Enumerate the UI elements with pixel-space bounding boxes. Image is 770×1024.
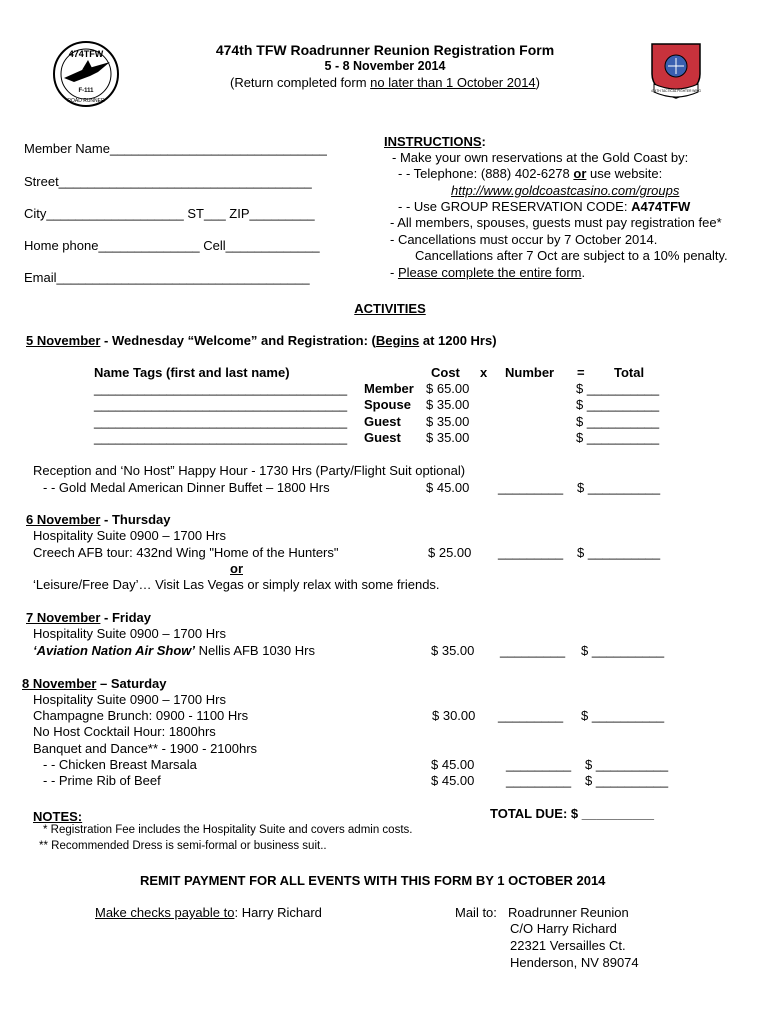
buffet-total-field[interactable]: $ __________	[577, 480, 661, 495]
guest-cost: $ 35.00	[426, 414, 470, 429]
nov5-heading: 5 November - Wednesday “Welcome” and Registration: (Begins at 1200 Hrs)	[26, 333, 497, 348]
spouse-cost: $ 35.00	[426, 397, 470, 412]
name-tag-field[interactable]: ___________________________________	[94, 397, 348, 412]
brunch-number-field[interactable]: _________	[498, 708, 564, 723]
number-header: Number	[505, 365, 555, 380]
member-label: Member	[364, 381, 414, 396]
member-total-field[interactable]: $ __________	[576, 381, 660, 396]
svg-text:F-111: F-111	[78, 88, 94, 94]
prime-rib-cost: $ 45.00	[431, 773, 475, 788]
member-cost: $ 65.00	[426, 381, 470, 396]
prime-rib-line: - - Prime Rib of Beef	[43, 773, 161, 788]
guest-label: Guest	[364, 430, 401, 445]
member-name-field[interactable]: Member Name______________________________	[24, 141, 327, 156]
nov8-hospitality: Hospitality Suite 0900 – 1700 Hrs	[33, 692, 226, 707]
name-tag-field[interactable]: ___________________________________	[94, 430, 348, 445]
instructions-line5: - All members, spouses, guests must pay registration fee*	[390, 215, 722, 230]
airshow-line: ‘Aviation Nation Air Show’ Nellis AFB 1030 Hrs	[33, 643, 315, 658]
nov6-heading: 6 November - Thursday	[26, 512, 171, 527]
guest-cost: $ 35.00	[426, 430, 470, 445]
nov6-hospitality: Hospitality Suite 0900 – 1700 Hrs	[33, 528, 226, 543]
creech-total-field[interactable]: $ __________	[577, 545, 661, 560]
spouse-total-field[interactable]: $ __________	[576, 397, 660, 412]
notes-heading: NOTES:	[33, 809, 83, 824]
return-deadline-line: (Return completed form no later than 1 October 2014)	[229, 75, 541, 90]
remit-payment-notice: REMIT PAYMENT FOR ALL EVENTS WITH THIS FORM BY 1 OCTOBER 2014	[140, 873, 606, 888]
airshow-cost: $ 35.00	[431, 643, 475, 658]
instructions-line2: - - Telephone: (888) 402-6278 or use website:	[398, 166, 663, 181]
instructions-heading: INSTRUCTIONS:	[384, 134, 486, 149]
svg-text:474TH TACTICAL FIGHTER WING: 474TH TACTICAL FIGHTER WING	[651, 89, 701, 93]
total-due-field[interactable]: TOTAL DUE: $ __________	[490, 806, 655, 821]
chicken-number-field[interactable]: _________	[506, 757, 572, 772]
reception-line: Reception and ‘No Host” Happy Hour - 1730 Hrs (Party/Flight Suit optional)	[33, 463, 466, 478]
nov7-heading: 7 November - Friday	[26, 610, 151, 625]
leisure-line: ‘Leisure/Free Day’… Visit Las Vegas or simply relax with some friends.	[33, 577, 440, 592]
equals-header: =	[577, 365, 585, 380]
chicken-total-field[interactable]: $ __________	[585, 757, 669, 772]
creech-number-field[interactable]: _________	[498, 545, 564, 560]
cost-header: Cost	[431, 365, 460, 380]
instructions-line4: - - Use GROUP RESERVATION CODE: A474TFW	[398, 199, 691, 214]
x-header: x	[480, 365, 488, 380]
instructions-line6: - Cancellations must occur by 7 October 2014.	[390, 232, 658, 247]
buffet-number-field[interactable]: _________	[498, 480, 564, 495]
prime-rib-number-field[interactable]: _________	[506, 773, 572, 788]
prime-rib-total-field[interactable]: $ __________	[585, 773, 669, 788]
nov7-hospitality: Hospitality Suite 0900 – 1700 Hrs	[33, 626, 226, 641]
chicken-cost: $ 45.00	[431, 757, 475, 772]
mail-address-line: C/O Harry Richard	[510, 921, 617, 936]
spouse-label: Spouse	[364, 397, 411, 412]
chicken-line: - - Chicken Breast Marsala	[43, 757, 197, 772]
name-tags-header: Name Tags (first and last name)	[94, 365, 290, 380]
city-state-zip-field[interactable]: City___________________ ST___ ZIP_________	[24, 206, 315, 221]
mail-address-line: 22321 Versailles Ct.	[510, 938, 626, 953]
note-dress-code: ** Recommended Dress is semi-formal or business suit..	[39, 840, 327, 852]
brunch-line: Champagne Brunch: 0900 - 1100 Hrs	[33, 708, 249, 723]
instructions-line1: - Make your own reservations at the Gold Coast by:	[392, 150, 689, 165]
note-registration-fee: * Registration Fee includes the Hospitality Suite and covers admin costs.	[43, 824, 413, 836]
phone-field[interactable]: Home phone______________ Cell_____________	[24, 238, 320, 253]
street-field[interactable]: Street___________________________________	[24, 174, 312, 189]
svg-text:ROAD RUNNER: ROAD RUNNER	[67, 98, 105, 104]
airshow-number-field[interactable]: _________	[500, 643, 566, 658]
checks-payable-line: Make checks payable to: Harry Richard	[95, 905, 322, 920]
cocktail-line: No Host Cocktail Hour: 1800hrs	[33, 724, 216, 739]
guest-total-field[interactable]: $ __________	[576, 414, 660, 429]
instructions-line8: - Please complete the entire form.	[390, 265, 586, 280]
buffet-cost: $ 45.00	[426, 480, 470, 495]
mail-to-label: Mail to:	[455, 905, 497, 920]
buffet-line: - - Gold Medal American Dinner Buffet – 1800 Hrs	[43, 480, 330, 495]
event-dates: 5 - 8 November 2014	[324, 59, 446, 73]
banquet-line: Banquet and Dance** - 1900 - 2100hrs	[33, 741, 258, 756]
instructions-line7: Cancellations after 7 Oct are subject to a 10% penalty.	[415, 248, 728, 263]
or-label: or	[230, 561, 243, 576]
guest-total-field[interactable]: $ __________	[576, 430, 660, 445]
creech-tour-line: Creech AFB tour: 432nd Wing "Home of the Hunters"	[33, 545, 339, 560]
svg-text:474TFW: 474TFW	[68, 49, 104, 59]
brunch-total-field[interactable]: $ __________	[581, 708, 665, 723]
name-tag-field[interactable]: ___________________________________	[94, 381, 348, 396]
guest-label: Guest	[364, 414, 401, 429]
form-title: 474th TFW Roadrunner Reunion Registration Form	[215, 42, 555, 58]
email-field[interactable]: Email___________________________________	[24, 270, 310, 285]
activities-heading: ACTIVITIES	[354, 301, 426, 316]
mail-address-line: Henderson, NV 89074	[510, 955, 639, 970]
mail-address-line: Roadrunner Reunion	[508, 905, 629, 920]
airshow-total-field[interactable]: $ __________	[581, 643, 665, 658]
name-tag-field[interactable]: ___________________________________	[94, 414, 348, 429]
brunch-cost: $ 30.00	[432, 708, 476, 723]
website-link[interactable]: http://www.goldcoastcasino.com/groups	[451, 183, 680, 198]
total-header: Total	[614, 365, 645, 380]
creech-cost: $ 25.00	[428, 545, 472, 560]
nov8-heading: 8 November – Saturday	[22, 676, 167, 691]
